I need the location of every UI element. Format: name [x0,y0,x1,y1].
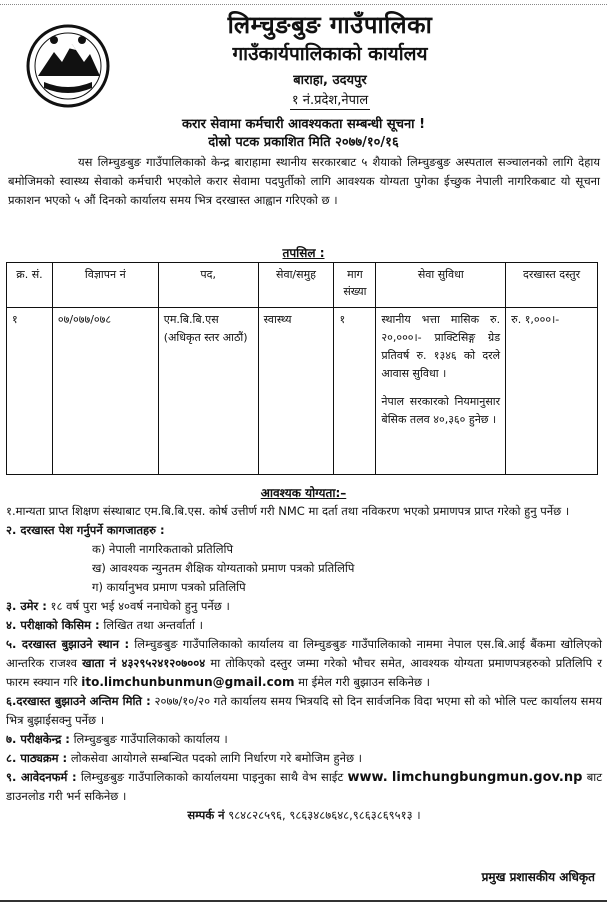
municipality-emblem-icon [24,22,112,110]
qualifications-heading: आवश्यक योग्यता:– [260,486,347,500]
contact-numbers: ९८४८२८५९६, ९८६३४८७६४८,९८६३८६९५१३ । [228,808,421,822]
website-link[interactable]: limchungbungmun.gov.np [391,770,583,785]
col-header-sn: क्र. सं. [7,263,53,308]
application-form-label: ९. आवेदनफर्म : [6,770,77,784]
province-line: १ नं.प्रदेश,नेपाल [291,93,369,108]
deadline-label: ६.दरखास्त बुझाउने अन्तिम मिति : [6,694,151,708]
intro-paragraph: यस लिम्चुङबुङ गाउँपालिकाको केन्द्र बाराहामा स्थानीय सरकारबाट ५ शैयाको लिम्चुङबुङ अस्पताल सञ्चालनको लागि देहाय बमोजिमको स्वास्थ्य सेवाको कर्मचारी भएकोले करार सेवामा पदपुर्तीको लागि आवश्यक योग्यता पुगेका ईच्छुक नेपाली नागरिकबाट यो सूचना प्रकाशन भएको ५ औं दिनको कार्यालय समय भित्र दरखास्त आह्वान गरिएको छ । [8,155,600,207]
website-link-prefix[interactable]: www. [347,770,388,785]
bottom-divider [0,900,607,910]
col-header-demand: माग संख्या [334,263,376,308]
submission-place-label: ५. दरखास्त बुझाउने स्थान : [6,637,130,651]
submission-place-text-a: लिम्चुङबुङ गाउँपालिकाको कार्यालय वा लिम्चुङबुङ गाउँपालिकाको नाममा नेपाल एस.बि.आई बैंकमा खोलिएको आन्तरिक राजश्व [6,637,603,670]
cell-ad-no: ०७/०७७/०७८ [52,308,158,475]
notice-title: करार सेवामा कर्मचारी आवश्यकता सम्बन्धी सूचना ! [181,117,426,132]
col-header-ad-no: विज्ञापन नं [52,263,158,308]
requirement-7 [6,730,602,749]
email-link[interactable]: ito.limchunbunmun@gmail.com [81,675,295,689]
application-form-text-a: लिम्चुङबुङ गाउँपालिकाको कार्यालयमा पाइनुका साथै वेभ साईट [80,770,344,784]
requirements-list [6,502,602,825]
document-item: ग) कार्यानुभव प्रमाण पत्रको प्रतिलिपि [92,580,246,594]
document-item: ख) आवश्यक न्युनतम शैक्षिक योग्यताको प्रमाण पत्रको प्रतिलिपि [92,561,355,575]
table-header-row [7,263,598,308]
requirement-9 [6,768,602,806]
office-name: गाउँकार्यपालिकाको कार्यालय [232,43,428,65]
facility-salary: नेपाल सरकारको नियमानुसार बेसिक तलव ४०,३६० हुनेछ । [381,395,501,426]
deadline-text: २०७७/१०/२० गते कार्यालय समय भित्रयदि सो दिन सार्वजनिक विदा भएमा सो को भोलि पल्ट कार्यालय समय भित्र बुझाईसक्नु पर्नेछ । [6,694,602,727]
facility-allowance: स्थानीय भत्ता मासिक रु. २०,०००।- प्राक्टिसिङ्ग ग्रेड प्रतिवर्ष रु. १३४६ को दरले आवास सुविधा । [381,313,501,380]
syllabus-text: लोकसेवा आयोगले सम्बन्धित पदको लागि निर्धारण गरे बमोजिम हुनेछ । [70,751,363,765]
exam-centre-text: लिम्चुङबुङ गाउँपालिकाको कार्यालय । [73,732,228,746]
cell-post: एम.बि.बि.एस (अधिकृत स्तर आठौं) [158,308,258,475]
col-header-post: पद, [158,263,258,308]
age-text: १८ वर्ष पुरा भई ४०वर्ष ननाघेको हुनु पर्नेछ । [50,599,230,613]
submission-place-text-b: मा तोकिएको दस्तुर जम्मा गरेको भौचर समेत, आवश्यक योग्यता प्रमाणपत्रहरुको प्रतिलिपि र फारम स्क्यान गरि [6,656,603,689]
municipality-name: लिम्चुङबुङ गाउँपालिका [227,11,433,39]
table-row [7,308,598,475]
exam-centre-label: ७. परीक्षकेन्द्र : [6,732,70,746]
syllabus-label: ८. पाठ्यक्रम : [6,751,68,765]
requirement-2-label: २. दरखास्त पेश गर्नुपर्ने कागजातहरु : [6,523,165,537]
col-header-facility: सेवा सुविधा [376,263,506,308]
office-location: बाराहा, उदयपुर [293,73,367,88]
cell-fee: रु. १,०००।- [506,308,598,475]
contact-label: सम्पर्क नं [187,808,225,822]
exam-type-text: लिखित तथा अन्तर्वार्ता । [103,618,204,632]
publication-date: दोस्रो पटक प्रकाशित मिति २०७७/१०/१६ [208,135,399,150]
age-label: ३. उमेर : [6,599,47,613]
account-number: खाता नं ४३२९५२४१२०७००४ [82,656,206,670]
requirement-4 [6,616,602,635]
requirement-6 [6,692,602,730]
details-caption: तपसिल : [282,246,325,260]
cell-service: स्वास्थ्य [258,308,334,475]
document-item: क) नेपाली नागरिकताको प्रतिलिपि [92,542,234,556]
application-form-text-b: बाट डाउनलोड गरी भर्न सकिनेछ । [6,770,603,803]
cell-facility [376,308,506,475]
requirement-8 [6,749,602,768]
requirement-5 [6,635,602,692]
cell-sn: १ [7,308,53,475]
letterhead [130,10,530,110]
top-divider [0,0,607,5]
cell-demand: १ [334,308,376,475]
col-header-service: सेवा/समुह [258,263,334,308]
submission-place-text-c: मा ईमेल गरी बुझाउन सकिनेछ । [298,675,431,689]
requirement-3 [6,597,602,616]
requirement-1: १.मान्यता प्राप्त शिक्षण संस्थाबाट एम.बि.बि.एस. कोर्ष उत्तीर्ण गरी NMC मा दर्ता तथा नविकरण भएको प्रमाणपत्र प्राप्त गरेको हुनु पर्नेछ । [6,504,570,518]
col-header-fee: दरखास्त दस्तुर [506,263,598,308]
contact-line [6,806,602,825]
vacancy-table [6,262,598,475]
exam-type-label: ४. परीक्षाको किसिम : [6,618,100,632]
signatory: प्रमुख प्रशासकीय अधिकृत [481,870,595,884]
